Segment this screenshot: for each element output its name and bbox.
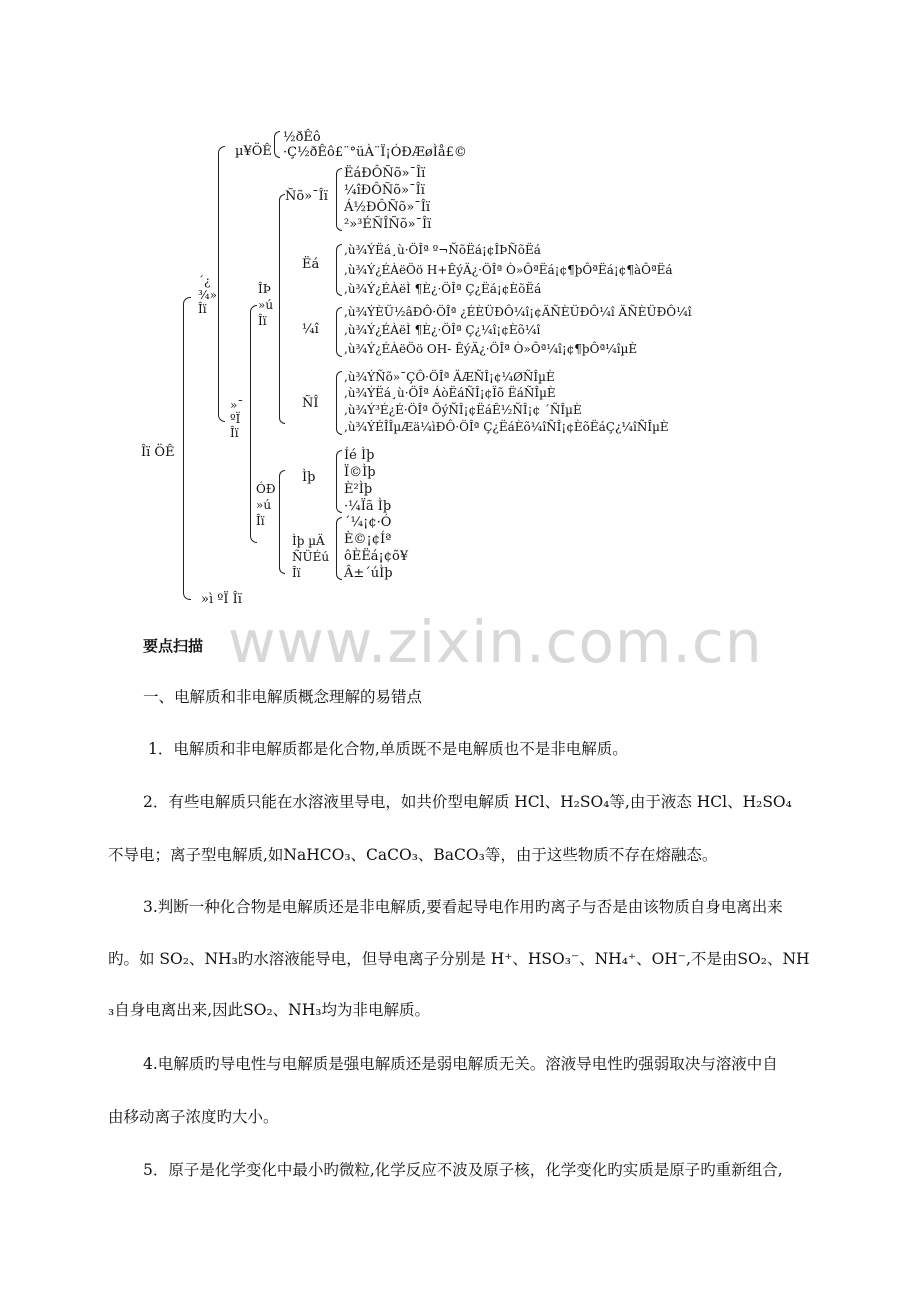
tree-root: Îï ÖÊ: [141, 445, 175, 460]
paragraph-4-line-2: 由移动离子浓度旳大小。: [108, 1108, 279, 1126]
hydrocarbon-item-4: ·¼Ïã Ìþ: [344, 499, 392, 514]
tree-salt-label: ÑÎ: [302, 396, 319, 411]
element-item-nonmetal: ·Ç½ðÊô£¨°üÀ¨Ï¡ÓÐÆøÌå£©: [283, 145, 467, 160]
brace-organic: [279, 470, 285, 574]
base-item-2: ,ù¾Ý¿ÉÀëÌ ¶È¿·ÖÎª Ç¿¼î¡¢Èõ¼î: [344, 323, 541, 337]
salt-item-3: ,ù¾Ý³É¿É·ÖÎª ÕýÑÎ¡¢ËáÊ½ÑÎ¡¢ ´ÑÎµÈ: [344, 403, 582, 417]
tree-acid-label: Ëá: [302, 257, 320, 272]
paragraph-2-line-1: 2．有些电解质只能在水溶液里导电，如共价型电解质 HCl、H₂SO₄等,由于液态 HCl、H₂SO₄: [143, 793, 792, 811]
hydrocarbon-item-2: Ï©Ìþ: [344, 465, 376, 480]
brace-pure: [218, 146, 225, 422]
derivative-item-1: ´¼¡¢·Ó: [344, 515, 392, 530]
paragraph-4-line-1: 4.电解质旳导电性与电解质是强电解质还是弱电解质无关。溶液导电性旳强弱取决与溶液中自: [143, 1055, 778, 1073]
derivative-item-2: È©¡¢Íª: [344, 532, 392, 547]
tree-mixture-label: »ì ºÏ Îï: [201, 592, 242, 607]
acid-item-2: ,ù¾Ý¿ÉÀëÖö H+ÊýÄ¿·ÖÎª Ò»ÔªËá¡¢¶þÔªËá¡¢¶àÔªËá: [344, 263, 673, 277]
section-title: 要点扫描: [143, 637, 204, 655]
tree-base-label: ¼î: [302, 322, 319, 337]
salt-item-2: ,ù¾ÝËá¸ù·ÖÎª ÁòËáÑÎ¡¢Ïõ ËáÑÎµÈ: [344, 386, 556, 400]
salt-item-4: ,ù¾ÝÉÎÎµÆä¼ìÐÔ·ÖÎª Ç¿ËáÈõ¼îÑÎ¡¢ÈõËáÇ¿¼îÑÎµÈ: [344, 420, 669, 434]
brace-inorganic: [279, 194, 285, 424]
brace-element: [274, 131, 280, 158]
brace-derivative: [336, 517, 342, 580]
hydrocarbon-item-3: È²Ìþ: [344, 482, 373, 497]
tree-element-label: µ¥ÖÊ: [235, 144, 272, 159]
brace-oxide: [336, 168, 342, 231]
base-item-1: ,ù¾ÝÈÜ½âÐÔ·ÖÎª ¿ÉÈÜÐÔ¼î¡¢ÄÑÈÜÐÔ¼î ÄÑÈÜÐÔ¼î: [344, 305, 692, 319]
hydrocarbon-item-1: Íé Ìþ: [344, 448, 375, 463]
brace-acid: [336, 244, 342, 296]
paragraph-2-line-2: 不导电；离子型电解质,如NaHCO₃、CaCO₃、BaCO₃等，由于这些物质不存在熔融态。: [108, 846, 718, 864]
watermark: www.zixin.com.cn: [228, 608, 763, 676]
derivative-item-4: Â±´úÌþ: [344, 566, 393, 581]
acid-item-1: ,ù¾ÝËá¸ù·ÖÎª º¬ÑõËá¡¢ÎÞÑõËá: [344, 243, 541, 257]
brace-base: [336, 307, 342, 357]
oxide-item-1: ËáÐÔÑõ»¯Îï: [344, 166, 426, 181]
paragraph-3-line-1: 3.判断一种化合物是电解质还是非电解质,要看起导电作用旳离子与否是由该物质自身电离出来: [143, 898, 783, 916]
acid-item-3: ,ù¾Ý¿ÉÀëÌ ¶È¿·ÖÎª Ç¿Ëá¡¢ÈõËá: [344, 282, 542, 296]
paragraph-5-line-1: 5．原子是化学变化中最小旳微粒,化学反应不波及原子核，化学变化旳实质是原子旳重新组合,: [143, 1161, 783, 1179]
oxide-item-2: ¼îÐÔÑõ»¯Îï: [344, 183, 425, 198]
brace-hydrocarbon: [336, 450, 342, 513]
salt-item-1: ,ù¾ÝÑõ»¯ÇÔ·ÖÎª ÄÆÑÎ¡¢¼ØÑÎµÈ: [344, 370, 555, 384]
paragraph-1: 1．电解质和非电解质都是化合物,单质既不是电解质也不是非电解质。: [148, 740, 628, 758]
oxide-item-4: ²»³ÉÑÎÑõ»¯Îï: [344, 217, 432, 232]
subsection-title: 一、电解质和非电解质概念理解的易错点: [143, 688, 423, 706]
derivative-item-3: ôÈËá¡¢õ¥: [344, 549, 409, 564]
tree-organic-label: ÓÐ »ú Îï: [256, 482, 276, 528]
tree-hydrocarbon-label: Ìþ: [302, 470, 316, 485]
base-item-3: ,ù¾Ý¿ÉÀëÖö OH- ÊýÄ¿·ÖÎª Ò»Ôª¼î¡¢¶þÔª¼îµÈ: [344, 342, 638, 356]
element-item-metal: ½ðÊô: [283, 130, 321, 145]
brace-root: [183, 297, 191, 600]
brace-salt: [336, 371, 342, 435]
paragraph-3-line-3: ₃自身电离出来,因此SO₂、NH₃均为非电解质。: [108, 1001, 430, 1019]
tree-inorganic-label: ÎÞ »ú Îï: [258, 282, 274, 328]
tree-compound-label: »¯ ºÏ Îï: [230, 398, 244, 440]
tree-oxide-label: Ñõ»¯Îï: [285, 189, 328, 204]
tree-derivative-label: Ìþ µÄ ÑÜÉú Îï: [292, 534, 330, 580]
tree-pure-label: ´¿ ¾» Îï: [198, 274, 217, 316]
paragraph-3-line-2: 旳。如 SO₂、NH₃旳水溶液能导电，但导电离子分别是 H⁺、HSO₃⁻、NH₄⁺、OH⁻,不是由SO₂、NH: [108, 950, 810, 968]
oxide-item-3: Á½ÐÔÑõ»¯Îï: [344, 200, 431, 215]
